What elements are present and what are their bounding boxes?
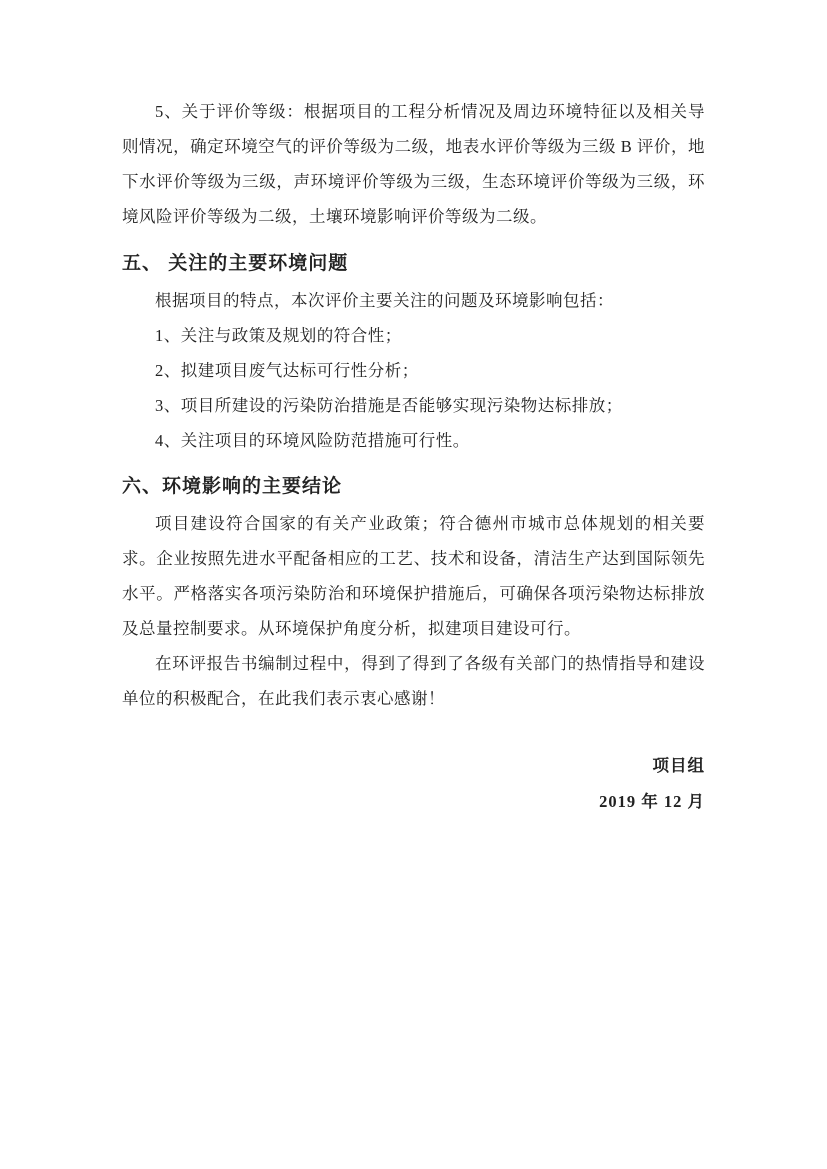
list-item-4: 4、关注项目的环境风险防范措施可行性。 — [155, 431, 470, 450]
signature-date: 2019 年 12 月 — [599, 792, 705, 811]
section-6-heading: 六、环境影响的主要结论 — [122, 476, 343, 497]
section-5-heading: 五、 关注的主要环境问题 — [122, 253, 349, 274]
list-item-1: 1、关注与政策及规划的符合性； — [155, 326, 402, 345]
signature-block — [122, 748, 705, 820]
signature-name: 项目组 — [652, 756, 705, 775]
list-item-3: 3、项目所建设的污染防治措施是否能够实现污染物达标排放； — [155, 396, 623, 415]
section-6-paragraph-conclusion: 项目建设符合国家的有关产业政策；符合德州市城市总体规划的相关要求。企业按照先进水平配备相应的工艺、技术和设备，清洁生产达到国际领先水平。严格落实各项污染防治和环境保护措施后，可确保各项污染物达标排放及总量控制要求。从环境保护角度分析，拟建项目建设可行。 — [122, 514, 705, 638]
section-5-intro: 根据项目的特点，本次评价主要关注的问题及环境影响包括： — [155, 291, 614, 310]
list-item-2: 2、拟建项目废气达标可行性分析； — [155, 361, 419, 380]
section-6-paragraph-thanks: 在环评报告书编制过程中，得到了得到了各级有关部门的热情指导和建设单位的积极配合，在此我们表示衷心感谢！ — [122, 654, 705, 708]
paragraph-evaluation-grades: 5、关于评价等级：根据项目的工程分析情况及周边环境特征以及相关导则情况，确定环境空气的评价等级为二级，地表水评价等级为三级 B 评价，地下水评价等级为三级，声环境评价等级为三级，生态环境评价等级为三级，环境风险评价等级为二级，土壤环境影响评价等级为二级。 — [122, 102, 705, 226]
